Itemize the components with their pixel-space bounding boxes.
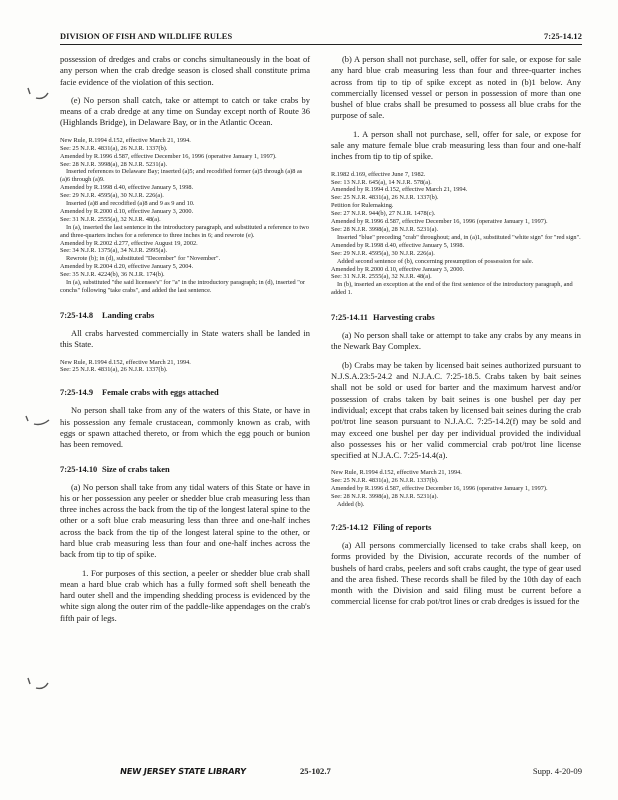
history-line: Petition for Rulemaking.: [331, 202, 394, 210]
history-line: New Rule, R.1994 d.152, effective March 21, 1994.: [60, 358, 191, 366]
history-line: Amended by R.1998 d.40, effective January 5, 1998.: [60, 184, 194, 192]
paragraph: All crabs harvested commercially in State waters shall be landed in this State.: [60, 327, 310, 350]
margin-mark-icon: [22, 84, 52, 104]
history-line: See: 29 N.J.R. 4595(a), 30 N.J.R. 226(a).: [60, 192, 164, 200]
section-heading: 7:25-14.8 Landing crabs: [60, 309, 155, 320]
history-notes: [331, 171, 581, 298]
history-line: Added second sentence of (b), concerning presumption of possession for sale.: [337, 257, 534, 265]
history-line: See: 35 N.J.R. 4224(b), 36 N.J.R. 174(b).: [60, 271, 165, 279]
history-line: See: 28 N.J.R. 3998(a), 28 N.J.R. 5231(a).: [331, 493, 439, 501]
history-line: See: 28 N.J.R. 3998(a), 28 N.J.R. 5231(a).: [60, 160, 168, 168]
history-line: Inserted "blue" preceding "crab" throughout; and, in (a)1, substituted "white sign" for "red sign".: [337, 233, 581, 241]
paragraph-b: (b) A person shall not purchase, sell, offer for sale, or expose for sale any hard blue crab measuring less than four and three-quarter inches across from tip to tip of spike except as noted in (b)1 below. Any commercially licensed vessel or person in possession of more than one bushel of blue crabs shall be presumed to possess all blue crabs for the purpose of sale.: [331, 54, 581, 121]
margin-mark-icon: [22, 675, 52, 695]
history-line: Inserted (a)8 and recodified (a)8 and 9 as 9 and 10.: [66, 200, 195, 208]
left-column: [60, 54, 310, 624]
paragraph-a: (a) No person shall take from any tidal waters of this State or have in his or her possession any peeler or shedder blue crab measuring less than three inches across the back from the tip of the longest lateral spine to the other or a soft blue crab measuring less than three and one-half inches across the back from the tip of the longest lateral spine to the other, or hard blue crab measuring less than four and one-half inches across the back from tip to tip of spike.: [60, 481, 310, 560]
history-line: See: 25 N.J.R. 4831(a), 26 N.J.R. 1337(b).: [331, 194, 439, 202]
library-stamp: NEW JERSEY STATE LIBRARY: [119, 766, 247, 776]
history-line: In (a), inserted the last sentence in the introductory paragraph, and substituted a reference to two and three-quarters inches for a reference to three inches in 6; and rewrote (e).: [60, 223, 309, 239]
section-heading: 7:25-14.11 Harvesting crabs: [331, 312, 435, 323]
margin-mark-icon: [22, 412, 52, 432]
history-notes: [331, 469, 581, 509]
history-line: See: 25 N.J.R. 4831(a), 26 N.J.R. 1337(b).: [60, 366, 168, 374]
history-notes: [60, 359, 310, 375]
history-line: In (a), substituted "the said licensee's" for "a" in the introductory paragraph; in (d), inserted "or conchs" following "take crabs", and added the last sentence.: [60, 279, 306, 294]
history-line: Amended by R.1996 d.587, effective December 16, 1996 (operative January 1, 1997).: [331, 485, 548, 493]
section-heading: 7:25-14.10 Size of crabs taken: [60, 463, 170, 474]
history-line: See: 27 N.J.R. 944(b), 27 N.J.R. 1478(c).: [331, 210, 436, 218]
paragraph-a: (a) No person shall take or attempt to take any crabs by any means in the Newark Bay Complex.: [331, 330, 581, 352]
history-line: Amended by R.1994 d.152, effective March 21, 1994.: [331, 186, 468, 194]
history-line: See: 34 N.J.R. 1375(a), 34 N.J.R. 2995(a).: [60, 247, 168, 255]
right-column: [331, 54, 581, 608]
history-line: See: 25 N.J.R. 4831(a), 26 N.J.R. 1337(b).: [60, 144, 168, 152]
history-line: New Rule, R.1994 d.152, effective March 21, 1994.: [60, 136, 191, 144]
history-line: Amended by R.1996 d.587, effective December 16, 1996 (operative January 1, 1997).: [60, 152, 277, 160]
header-section: 7:25-14.12: [544, 32, 582, 41]
history-line: Amended by R.2002 d.277, effective August 19, 2002.: [60, 239, 198, 247]
history-line: Amended by R.1998 d.40, effective January 5, 1998.: [331, 241, 465, 249]
paragraph: No person shall take from any of the waters of this State, or have in his possession any female crustacean, commonly known as crab, with eggs or spawn attached thereto, or from which the egg pouch or bunion has been removed.: [60, 405, 310, 450]
history-line: Added (b).: [337, 501, 365, 509]
paragraph-b: (b) Crabs may be taken by licensed bait seines authorized pursuant to N.J.S.A.23:5-24.2 and N.J.A.C. 7:25-18.5. Crabs taken by bait seines shall not be sold or used for barter and the maximum harvest and/or possession of crabs taken by bait seines is one bushel per day per individual; except that crabs taken by licensed bait seines during the crab pot/trot line season pursuant to N.J.A.C. 7:25-14.2(f) may be sold and may exceed one bushel per day per individual provided the individual also possesses his or her valid commercial crab pot/trot line license specified at N.J.A.C. 7:25-14.4(a).: [331, 359, 581, 461]
history-line: New Rule, R.1994 d.152, effective March 21, 1994.: [331, 469, 462, 477]
header-title: DIVISION OF FISH AND WILDLIFE RULES: [60, 32, 233, 41]
history-line: In (b), inserted an exception at the end of the first sentence of the introductory paragraph, and added 1.: [331, 281, 573, 297]
history-line: See: 28 N.J.R. 3998(a), 28 N.J.R. 5231(a).: [331, 226, 439, 234]
history-line: Amended by R.1996 d.587, effective December 16, 1996 (operative January 1, 1997).: [331, 218, 548, 226]
history-line: Amended by R.2004 d.20, effective January 5, 2004.: [60, 263, 194, 271]
supplement-date: Supp. 4-20-09: [532, 766, 582, 776]
history-line: See: 29 N.J.R. 4595(a), 30 N.J.R. 226(a).: [331, 249, 435, 257]
history-line: Rewrote (b); in (d), substituted "December" for "November".: [66, 255, 221, 263]
history-line: See: 31 N.J.R. 2555(a), 32 N.J.R. 48(a).: [60, 215, 161, 223]
section-heading: 7:25-14.9 Female crabs with eggs attached: [60, 387, 219, 398]
paragraph: possession of dredges and crabs or conchs simultaneously in the boat of any person when the crab dredge season is closed shall constitute prima facie evidence of the violation of this section.: [60, 54, 310, 87]
paragraph-a1: 1. For purposes of this section, a peeler or shedder blue crab shall mean a hard blue crab which has a fully formed soft shell beneath the hard outer shell and the impending shedding process is evidenced by the white sign along the outer rim of the paddle-like appendages on the crab's fifth pair of legs.: [60, 567, 310, 623]
paragraph-a: (a) All persons commercially licensed to take crabs shall keep, on forms provided by the Division, accurate records of the number of bushels of hard crabs, peelers and soft crabs caught, the type of gear used and the area fished. These records shall be filed by the 10th day of each month with the Division and said filing must be current before a commercial license for crab pot/trot lines or crab dredges is issued for the: [331, 539, 581, 607]
paragraph-b1: 1. A person shall not purchase, sell, offer for sale, or expose for sale any mature female blue crab measuring less than four and one-half inches from tip to tip of spike.: [331, 128, 581, 162]
history-line: Amended by R.2000 d.10, effective January 3, 2000.: [60, 207, 194, 215]
history-line: Inserted references to Delaware Bay; inserted (a)5; and recodified former (a)5 through (a)8 as (a)6 through (a)9.: [60, 168, 303, 184]
history-line: See: 13 N.J.R. 645(a), 14 N.J.R. 578(a).: [331, 178, 432, 186]
history-line: See: 31 N.J.R. 2555(a), 32 N.J.R. 48(a).: [331, 273, 432, 281]
history-line: See: 25 N.J.R. 4831(a), 26 N.J.R. 1337(b).: [331, 477, 439, 485]
header-rule: [60, 44, 582, 45]
history-line: Amended by R.2000 d.10, effective January 3, 2000.: [331, 265, 465, 273]
section-heading: 7:25-14.12 Filing of reports: [331, 521, 432, 532]
page-number: 25-102.7: [300, 766, 331, 776]
paragraph-e: (e) No person shall catch, take or attempt to catch or take crabs by means of a crab dredge at any time on Sunday except north of Route 36 (Highlands Bridge), in Delaware Bay, or in the Atlantic Ocean.: [60, 94, 310, 128]
history-line: R.1982 d.169, effective June 7, 1982.: [331, 170, 426, 178]
history-notes: [60, 137, 310, 295]
